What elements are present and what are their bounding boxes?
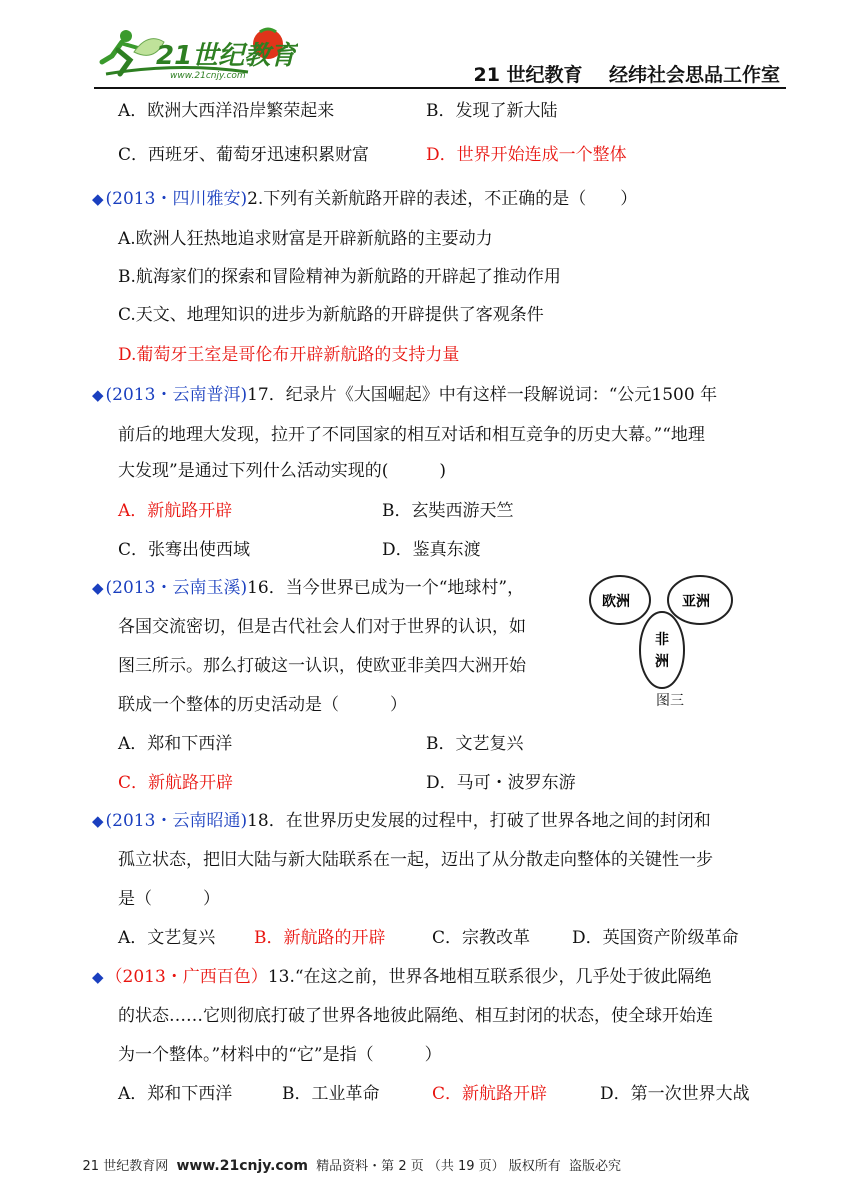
- q6-option-d: D．第一次世界大战: [600, 1084, 750, 1104]
- diamond-bullet-icon: ◆: [92, 190, 104, 208]
- africa-ellipse: [640, 612, 684, 688]
- q5-option-d: D．英国资产阶级革命: [572, 928, 739, 948]
- q2-option-d-answer: D.葡萄牙王室是哥伦布开辟新航路的支持力量: [118, 345, 460, 365]
- europe-label: 欧洲: [602, 594, 630, 610]
- q2-source: (2013・四川雅安): [105, 189, 248, 209]
- site-logo[interactable]: [98, 22, 298, 82]
- q6-stem-line-1: ◆ （2013・广西百色）13.“在这之前，世界各地相互联系很少，几乎处于彼此隔绝: [92, 967, 712, 987]
- q5-option-c: C．宗教改革: [432, 928, 531, 948]
- q4-option-d: D．马可・波罗东游: [426, 773, 576, 793]
- runner-logo-icon: [98, 22, 298, 82]
- header-divider: [94, 87, 786, 89]
- q5-stem-line-1: ◆ (2013・云南昭通)18．在世界历史发展的过程中，打破了世界各地之间的封闭和: [92, 811, 711, 831]
- q4-stem-line-2: 各国交流密切，但是古代社会人们对于世界的认识，如: [118, 617, 526, 637]
- q3-stem-line-3: 大发现”是通过下列什么活动实现的( ): [118, 461, 446, 481]
- q1-option-d-answer: D．世界开始连成一个整体: [426, 145, 627, 165]
- q5-source: (2013・云南昭通): [105, 811, 248, 831]
- page-footer: [66, 1140, 621, 1189]
- q4-option-c-answer: C．新航路开辟: [118, 773, 234, 793]
- asia-label: 亚洲: [682, 594, 710, 610]
- diamond-bullet-icon: ◆: [92, 579, 104, 597]
- q2-option-b: B.航海家们的探索和冒险精神为新航路的开辟起了推动作用: [118, 267, 561, 287]
- header-title: 21 世纪教育 经纬社会思品工作室: [473, 64, 780, 86]
- svg-text:21世纪教育: 21世纪教育: [156, 41, 297, 71]
- q3-option-a-answer: A．新航路开辟: [118, 501, 233, 521]
- q4-stem-line-3: 图三所示。那么打破这一认识，使欧亚非美四大洲开始: [118, 656, 526, 676]
- q2-option-a: A.欧洲人狂热地追求财富是开辟新航路的主要动力: [118, 229, 493, 249]
- footer-site-name: 21 世纪教育网: [82, 1159, 169, 1174]
- q1-option-b: B．发现了新大陆: [426, 101, 558, 121]
- q4-stem-line-4: 联成一个整体的历史活动是（ ）: [118, 695, 407, 715]
- q6-stem-line-3: 为一个整体。”材料中的“它”是指（ ）: [118, 1045, 442, 1065]
- q1-option-c: C．西班牙、葡萄牙迅速积累财富: [118, 145, 370, 165]
- africa-label-2: 洲: [655, 654, 669, 670]
- q5-stem-line-3: 是（ ）: [118, 889, 220, 909]
- figure-caption: 图三: [656, 693, 684, 709]
- diamond-bullet-icon: ◆: [92, 968, 104, 986]
- q5-option-a: A．文艺复兴: [118, 928, 216, 948]
- q3-option-b: B．玄奘西游天竺: [382, 501, 514, 521]
- diamond-bullet-icon: ◆: [92, 812, 104, 830]
- q2-stem: [92, 186, 637, 212]
- footer-site-link[interactable]: www.21cnjy.com: [176, 1158, 308, 1174]
- q6-option-c-answer: C．新航路开辟: [432, 1084, 548, 1104]
- q3-option-c: C．张骞出使西域: [118, 540, 251, 560]
- q5-stem-line-2: 孤立状态，把旧大陆与新大陆联系在一起，迈出了从分散走向整体的关键性一步: [118, 850, 713, 870]
- q2-question: 2.下列有关新航路开辟的表述，不正确的是（ ）: [247, 189, 638, 209]
- q4-stem-line-1: ◆ (2013・云南玉溪)16．当今世界已成为一个“地球村”，: [92, 578, 525, 598]
- diamond-bullet-icon: ◆: [92, 386, 104, 404]
- q3-option-d: D．鉴真东渡: [382, 540, 481, 560]
- q4-source: (2013・云南玉溪): [105, 578, 248, 598]
- q4-option-b: B．文艺复兴: [426, 734, 524, 754]
- africa-label-1: 非: [655, 632, 669, 648]
- q2-option-c: C.天文、地理知识的进步为新航路的开辟提供了客观条件: [118, 305, 544, 325]
- q3-stem-line-2: 前后的地理大发现，拉开了不同国家的相互对话和相互竞争的历史大幕。”“地理: [118, 425, 705, 445]
- q4-option-a: A．郑和下西洋: [118, 734, 233, 754]
- q5-option-b-answer: B．新航路的开辟: [254, 928, 386, 948]
- q3-stem-line-1: ◆ (2013・云南普洱)17．纪录片《大国崛起》中有这样一段解说词：“公元1500 年: [92, 385, 718, 405]
- q6-option-a: A．郑和下西洋: [118, 1084, 233, 1104]
- q6-option-b: B．工业革命: [282, 1084, 380, 1104]
- svg-text:www.21cnjy.com: www.21cnjy.com: [170, 71, 246, 81]
- q1-option-a: A．欧洲大西洋沿岸繁荣起来: [118, 101, 335, 121]
- q6-source: （2013・广西百色）: [105, 967, 268, 987]
- footer-page-info: 精品资料・第 2 页 （共 19 页） 版权所有 盗版必究: [307, 1159, 622, 1174]
- q6-stem-line-2: 的状态……它则彻底打破了世界各地彼此隔绝、相互封闭的状态，使全球开始连: [118, 1006, 713, 1026]
- q3-source: (2013・云南普洱): [105, 385, 248, 405]
